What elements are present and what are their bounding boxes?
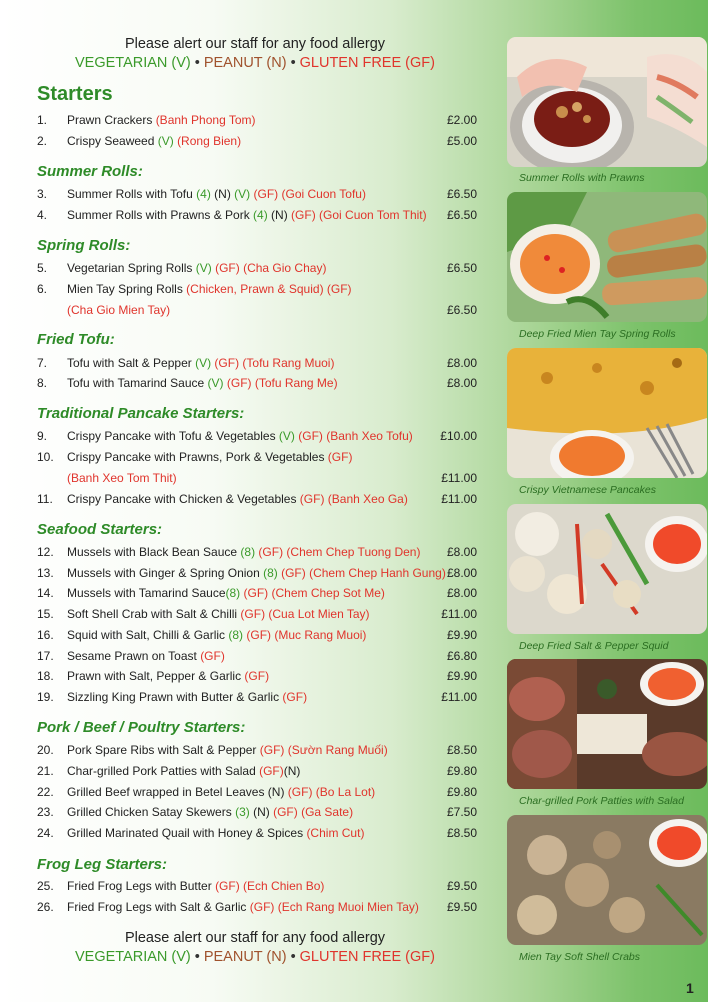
item-tag-peanut: (N): [271, 208, 292, 222]
item-description: [67, 542, 420, 562]
item-price: £8.00: [446, 566, 477, 580]
item-description: [67, 625, 366, 645]
item-number: 24.: [37, 826, 54, 840]
item-tag: (GF): [244, 669, 270, 683]
item-number: 5.: [37, 261, 48, 275]
item-name: Pork Spare Ribs with Salt & Pepper: [67, 743, 260, 757]
section-title-seafood-starters: Seafood Starters:: [37, 521, 163, 538]
item-number: 10.: [37, 450, 54, 464]
item-number: 18.: [37, 669, 54, 683]
item-vietnamese-name: (GF) (Ga Sate): [273, 805, 354, 819]
item-tag: (GF): [282, 690, 308, 704]
item-number: 4.: [37, 208, 48, 222]
photo-caption: Summer Rolls with Prawns: [519, 172, 645, 184]
menu-item-continued: [37, 468, 477, 488]
item-description: [67, 583, 385, 603]
item-vietnamese-name: (GF) (Chem Chep Sot Me): [243, 586, 385, 600]
menu-item: [37, 184, 477, 204]
item-name: Prawn with Salt, Pepper & Garlic: [67, 669, 245, 683]
menu-item: [37, 604, 477, 624]
item-price: £6.50: [446, 303, 477, 317]
item-name: Grilled Beef wrapped in Betel Leaves: [67, 785, 268, 799]
item-description: [67, 184, 366, 204]
section-title-pancake-starters: Traditional Pancake Starters:: [37, 405, 245, 422]
item-vietnamese-name: (GF) (Sườn Rang Muối): [259, 743, 388, 757]
item-description: [67, 740, 388, 760]
page-title: Starters: [37, 83, 113, 105]
item-number: 17.: [37, 649, 54, 663]
menu-item: [37, 823, 477, 843]
item-description: [67, 353, 334, 373]
item-description: [67, 823, 364, 843]
item-number: 15.: [37, 607, 54, 621]
legend-gluten-free: GLUTEN FREE (GF): [299, 949, 435, 965]
photo-caption: Mien Tay Soft Shell Crabs: [519, 951, 641, 963]
item-price: £6.50: [446, 208, 477, 222]
item-name: Vegetarian Spring Rolls: [67, 261, 196, 275]
item-price: £8.50: [446, 743, 477, 757]
item-tag: (GF): [200, 649, 225, 663]
item-price: £9.90: [446, 669, 477, 683]
item-name: Grilled Chicken Satay Skewers: [67, 805, 236, 819]
menu-item: [37, 131, 477, 151]
item-name: Crispy Pancake with Tofu & Vegetables: [67, 429, 279, 443]
legend-separator: •: [194, 55, 200, 71]
menu-item: [37, 447, 477, 467]
allergy-notice-bottom: [0, 929, 510, 967]
item-tag: (4): [253, 208, 272, 222]
item-tag-peanut: (N): [214, 187, 235, 201]
item-name: Mussels with Tamarind Sauce: [67, 586, 226, 600]
photo-caption: Crispy Vietnamese Pancakes: [519, 484, 656, 496]
photo-pancakes: [507, 348, 707, 478]
item-price: £7.50: [446, 805, 477, 819]
item-tag: (GF): [259, 764, 284, 778]
item-number: 8.: [37, 376, 48, 390]
menu-item: [37, 646, 477, 666]
allergy-notice-top: [0, 35, 510, 73]
item-price: £8.00: [446, 356, 477, 370]
item-description: [67, 604, 370, 624]
item-price: £6.50: [446, 187, 477, 201]
item-number: 23.: [37, 805, 54, 819]
item-name: Crispy Seaweed: [67, 134, 158, 148]
item-description: [67, 205, 427, 225]
item-number: 1.: [37, 113, 48, 127]
item-description: [67, 897, 419, 917]
menu-item: [37, 426, 477, 446]
item-name: Fried Frog Legs with Salt & Garlic: [67, 900, 250, 914]
item-tag: (4): [196, 187, 215, 201]
section-title-pork-beef-poultry: Pork / Beef / Poultry Starters:: [37, 719, 246, 736]
item-vietnamese-name: (GF) (Cha Gio Chay): [215, 261, 327, 275]
item-number: 20.: [37, 743, 54, 757]
photo-pork-patties: [507, 659, 707, 789]
allergy-notice-text: Please alert our staff for any food allergy: [124, 36, 386, 52]
section-title-summer-rolls: Summer Rolls:: [37, 163, 143, 180]
item-tag: (8): [228, 628, 247, 642]
item-price: £9.90: [446, 628, 477, 642]
photo-caption: Deep Fried Mien Tay Spring Rolls: [519, 328, 676, 340]
menu-item: [37, 373, 477, 393]
item-price: £2.00: [446, 113, 477, 127]
menu-item: [37, 353, 477, 373]
item-name: Crispy Pancake with Chicken & Vegetables: [67, 492, 300, 506]
item-number: 19.: [37, 690, 54, 704]
menu-item-continued: [37, 300, 477, 320]
item-price: £9.50: [446, 900, 477, 914]
item-vietnamese-name: (GF) (Bo La Lot): [287, 785, 376, 799]
item-number: 16.: [37, 628, 54, 642]
item-description: [67, 258, 326, 278]
item-vietnamese-name: (GF) (Tofu Rang Me): [226, 376, 338, 390]
legend-vegetarian: VEGETARIAN (V): [75, 55, 191, 71]
section-title-spring-rolls: Spring Rolls:: [37, 237, 131, 254]
photo-squid: [507, 504, 707, 634]
legend-vegetarian: VEGETARIAN (V): [75, 949, 191, 965]
item-name: Sizzling King Prawn with Butter & Garlic: [67, 690, 283, 704]
item-price: £8.00: [446, 586, 477, 600]
item-number: 26.: [37, 900, 54, 914]
photo-caption: Char-grilled Pork Patties with Salad: [519, 795, 684, 807]
item-price: £5.00: [446, 134, 477, 148]
item-description: [67, 110, 256, 130]
item-number: 14.: [37, 586, 54, 600]
item-price: £6.80: [446, 649, 477, 663]
item-name: Squid with Salt, Chilli & Garlic: [67, 628, 229, 642]
item-price: £11.00: [441, 607, 477, 621]
menu-item: [37, 258, 477, 278]
photo-summer-rolls: [507, 37, 707, 167]
item-number: 3.: [37, 187, 48, 201]
menu-item: [37, 542, 477, 562]
item-vietnamese-name: (GF) (Goi Cuon Tom Thit): [291, 208, 427, 222]
section-title-frog-leg-starters: Frog Leg Starters:: [37, 856, 168, 873]
item-description: [67, 802, 353, 822]
item-number: 9.: [37, 429, 48, 443]
item-tag: (V): [207, 376, 227, 390]
item-price: £9.80: [446, 785, 477, 799]
item-tag: (8): [240, 545, 259, 559]
item-name: Mussels with Ginger & Spring Onion: [67, 566, 264, 580]
item-name: Summer Rolls with Tofu: [67, 187, 197, 201]
item-tag: (V): [278, 429, 299, 443]
menu-item: [37, 625, 477, 645]
item-tag: (8): [225, 586, 244, 600]
item-vietnamese-name: (Banh Xeo Tom Thit): [67, 471, 177, 485]
item-name: Grilled Marinated Quail with Honey & Spices: [67, 826, 307, 840]
item-description: [67, 563, 446, 583]
menu-item: [37, 897, 477, 917]
item-price: £10.00: [440, 429, 477, 443]
photo-caption: Deep Fried Salt & Pepper Squid: [519, 640, 669, 652]
item-tag: (8): [263, 566, 282, 580]
item-name: Mussels with Black Bean Sauce: [67, 545, 241, 559]
item-name: Summer Rolls with Prawns & Pork: [67, 208, 254, 222]
item-number: 7.: [37, 356, 48, 370]
item-description: [67, 279, 352, 299]
item-vietnamese-name: (Cha Gio Mien Tay): [67, 303, 171, 317]
item-price: £6.50: [446, 261, 477, 275]
item-number: 21.: [37, 764, 54, 778]
item-tag-peanut: (N): [283, 764, 301, 778]
legend-peanut: PEANUT (N): [203, 55, 287, 71]
legend-peanut: PEANUT (N): [203, 949, 287, 965]
item-price: £9.50: [446, 879, 477, 893]
menu-item: [37, 583, 477, 603]
item-number: 11.: [37, 492, 53, 506]
item-vietnamese-name: (GF) (Chem Chep Hanh Gung): [281, 566, 446, 580]
item-vietnamese-name: (Chim Cut): [306, 826, 365, 840]
item-description: [67, 876, 324, 896]
legend-separator: •: [290, 55, 296, 71]
section-title-fried-tofu: Fried Tofu:: [37, 331, 115, 348]
legend-separator: •: [194, 949, 200, 965]
item-price: £11.00: [441, 690, 477, 704]
item-price: £11.00: [441, 471, 477, 485]
item-vietnamese-name: (GF) (Goi Cuon Tofu): [253, 187, 366, 201]
menu-item: [37, 687, 477, 707]
item-number: 22.: [37, 785, 54, 799]
item-tag: (GF): [327, 450, 353, 464]
item-tag: (V): [234, 187, 254, 201]
item-tags: (Chicken, Prawn & Squid) (GF): [186, 282, 352, 296]
item-vietnamese-name: (GF) (Chem Chep Tuong Den): [258, 545, 421, 559]
item-vietnamese-name: (GF) (Muc Rang Muoi): [246, 628, 367, 642]
item-tag: (V): [157, 134, 178, 148]
item-number: 6.: [37, 282, 48, 296]
item-vietnamese-name: (GF) (Banh Xeo Tofu): [298, 429, 413, 443]
allergy-notice-text: Please alert our staff for any food allergy: [124, 930, 386, 946]
item-price: £11.00: [441, 492, 477, 506]
item-name: Tofu with Salt & Pepper: [67, 356, 196, 370]
item-name: Fried Frog Legs with Butter: [67, 879, 216, 893]
item-description: [67, 489, 408, 509]
item-vietnamese-name: (Rong Bien): [177, 134, 242, 148]
menu-item: [37, 489, 477, 509]
item-vietnamese-name: (GF) (Ech Chien Bo): [215, 879, 325, 893]
item-price: £8.00: [446, 545, 477, 559]
item-tag: (V): [195, 261, 216, 275]
item-vietnamese-name: (Banh Phong Tom): [155, 113, 256, 127]
item-description: [67, 761, 300, 781]
item-vietnamese-name: (GF) (Ech Rang Muoi Mien Tay): [249, 900, 419, 914]
item-number: 2.: [37, 134, 48, 148]
menu-item: [37, 563, 477, 583]
item-name: Char-grilled Pork Patties with Salad: [67, 764, 260, 778]
item-description: [67, 373, 338, 393]
item-name: Tofu with Tamarind Sauce: [67, 376, 208, 390]
item-name: Sesame Prawn on Toast: [67, 649, 201, 663]
item-vietnamese-name: (GF) (Cua Lot Mien Tay): [240, 607, 370, 621]
legend-gluten-free: GLUTEN FREE (GF): [299, 55, 435, 71]
item-description: [67, 131, 241, 151]
allergy-legend: [0, 948, 510, 967]
item-tag: (V): [195, 356, 215, 370]
menu-item: [37, 279, 477, 299]
menu-item: [37, 802, 477, 822]
item-name: Soft Shell Crab with Salt & Chilli: [67, 607, 241, 621]
item-number: 12.: [37, 545, 54, 559]
item-number: 13.: [37, 566, 54, 580]
item-description: [67, 646, 225, 666]
item-vietnamese-name: (GF) (Tofu Rang Muoi): [214, 356, 335, 370]
item-tag-peanut: (N): [253, 805, 274, 819]
item-price: £9.80: [446, 764, 477, 778]
item-description: [67, 782, 375, 802]
menu-item: [37, 782, 477, 802]
page-number: 1: [686, 980, 694, 996]
item-price: £8.50: [446, 826, 477, 840]
item-tag-peanut: (N): [267, 785, 288, 799]
item-tag: (3): [235, 805, 254, 819]
item-description: [67, 666, 269, 686]
menu-item: [37, 761, 477, 781]
item-price: £8.00: [446, 376, 477, 390]
menu-item: [37, 110, 477, 130]
item-name: Crispy Pancake with Prawns, Pork & Vegetables: [67, 450, 328, 464]
item-number: 25.: [37, 879, 54, 893]
menu-item: [37, 666, 477, 686]
item-description: [67, 687, 307, 707]
menu-item: [37, 876, 477, 896]
item-name: Prawn Crackers: [67, 113, 156, 127]
legend-separator: •: [290, 949, 296, 965]
menu-item: [37, 205, 477, 225]
item-name: Mien Tay Spring Rolls: [67, 282, 187, 296]
item-description: [67, 447, 352, 467]
menu-item: [37, 740, 477, 760]
item-vietnamese-name: (GF) (Banh Xeo Ga): [299, 492, 408, 506]
item-description: [67, 426, 413, 446]
allergy-legend: [0, 54, 510, 73]
photo-spring-rolls: [507, 192, 707, 322]
photo-soft-shell-crabs: [507, 815, 707, 945]
